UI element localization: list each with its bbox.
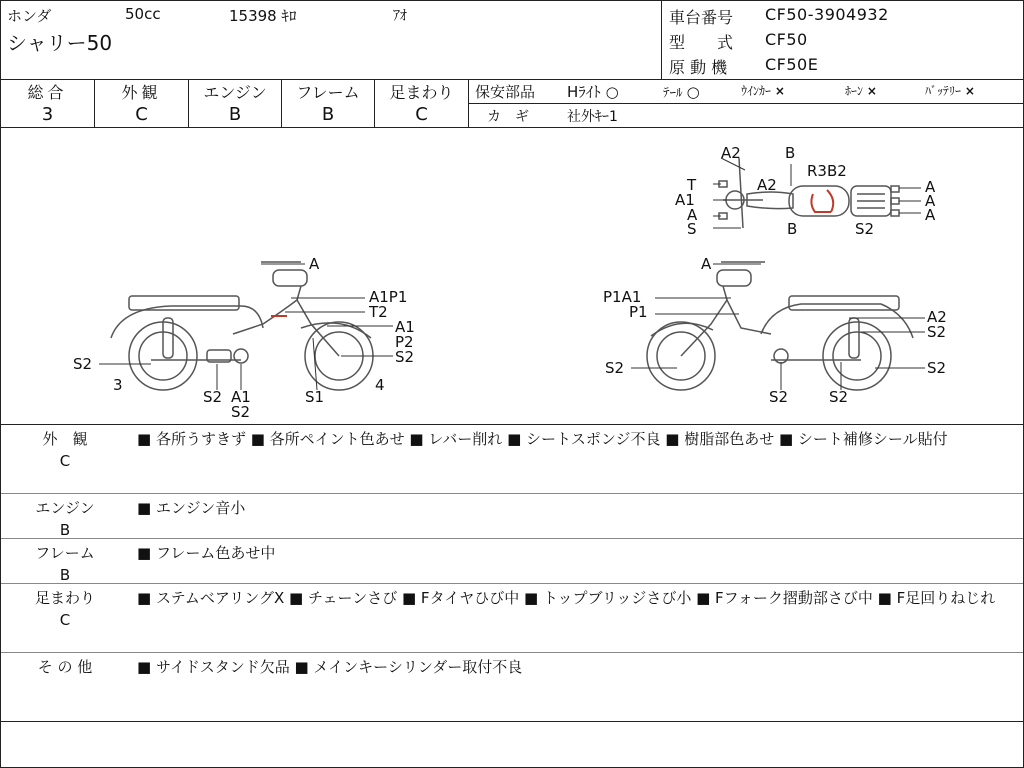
grade-value: B <box>228 104 242 125</box>
remark-grade: B <box>59 566 71 584</box>
diagram-label: B <box>787 220 798 238</box>
remark-engine <box>1 494 1023 539</box>
diagram-label: A <box>925 192 936 210</box>
type-value: CF50 <box>765 30 808 49</box>
chassis-number: CF50-3904932 <box>765 5 889 24</box>
diagram-label: A1P1 <box>369 288 408 306</box>
remark-other <box>1 653 1023 722</box>
status-mark: × <box>964 84 975 98</box>
displacement: 50cc <box>125 5 161 23</box>
safety-parts <box>469 79 1023 127</box>
diagram-label: A2 <box>927 308 947 326</box>
grade-value: 3 <box>41 104 54 125</box>
diagram-label: A2 <box>757 176 777 194</box>
remark-text: ■ サイドスタンド欠品 ■ メインキーシリンダー取付不良 <box>137 658 523 676</box>
leader-lines <box>99 158 925 390</box>
maker: ホンダ <box>7 7 52 25</box>
engine-value: CF50E <box>765 55 819 74</box>
diagram-label: 3 <box>113 376 123 394</box>
safety-horn: ﾎｰﾝ × <box>845 84 877 98</box>
grade-frame <box>282 79 375 127</box>
grade-row <box>1 79 1023 128</box>
model-name: シャリー50 <box>7 31 113 55</box>
remark-label: エンジン <box>35 499 95 517</box>
diagram-label: S2 <box>829 388 849 406</box>
diagram-label: R3B2 <box>807 162 847 180</box>
grade-exterior <box>95 79 189 127</box>
diagram-label: S2 <box>605 359 625 377</box>
safety-headlight: Hﾗｲﾄ ○ <box>567 83 619 101</box>
remark-frame <box>1 539 1023 584</box>
diagram-label: S2 <box>769 388 789 406</box>
diagram-label: S2 <box>927 359 947 377</box>
remark-text: ■ 各所うすきず ■ 各所ペイント色あせ ■ レバー削れ ■ シートスポンジ不良 ■ 樹脂部色あせ ■ シート補修シール貼付 <box>137 430 948 448</box>
grade-value: C <box>135 104 148 125</box>
safety-taillight: ﾃｰﾙ ○ <box>663 83 700 101</box>
status-mark: × <box>866 84 877 98</box>
key-value: 社外ｷｰ1 <box>567 109 618 125</box>
remark-grade: C <box>59 452 71 470</box>
diagram-label: T <box>687 176 697 194</box>
right-side-view <box>647 262 913 390</box>
diagram-label: S2 <box>231 403 251 421</box>
status-mark: ○ <box>605 83 619 101</box>
chassis-label: 車台番号 <box>669 8 734 27</box>
grade-label: 総合 <box>27 83 68 102</box>
diagram-label: S2 <box>855 220 875 238</box>
diagram-label: A <box>925 178 936 196</box>
diagram-label: S2 <box>73 355 93 373</box>
remark-label: 外 観 <box>42 430 88 448</box>
remark-text: ■ エンジン音小 <box>137 499 246 517</box>
key-label: カ ギ <box>487 109 529 125</box>
mileage: 15398 ｷﾛ <box>229 7 297 25</box>
grade-suspension <box>375 79 469 127</box>
remark-grade: C <box>59 611 71 629</box>
diagram-label: S2 <box>927 323 947 341</box>
diagram-label: A <box>925 206 936 224</box>
safety-battery: ﾊﾞｯﾃﾘｰ × <box>925 84 975 98</box>
diagram-label: S <box>687 220 697 238</box>
grade-label: 足まわり <box>389 83 454 102</box>
remark-label: フレーム <box>35 544 95 562</box>
motorcycle-diagram <box>1 128 1023 424</box>
safety-winker: ｳｲﾝｶｰ × <box>741 84 785 98</box>
header-divider <box>661 1 662 79</box>
diagram-label: A2 <box>721 144 741 162</box>
diagram-label: A1 <box>675 191 695 209</box>
grade-label: 外観 <box>121 83 162 102</box>
diagram-label: S2 <box>203 388 223 406</box>
diagram-label: A1 <box>395 318 415 336</box>
diagram-label: P2 <box>395 333 414 351</box>
remark-grade: B <box>59 521 71 539</box>
grade-value: B <box>321 104 335 125</box>
diagram-label: S1 <box>305 388 325 406</box>
diagram-label: A <box>309 255 320 273</box>
diagram-label: P1 <box>629 303 648 321</box>
grade-overall <box>1 79 95 127</box>
remark-suspension <box>1 584 1023 653</box>
damage-mark <box>811 190 833 212</box>
remark-text: ■ ステムベアリングX ■ チェーンさび ■ Fタイヤひび中 ■ トップブリッジさび小 ■ Fフォーク摺動部さび中 ■ F足回りねじれ <box>137 589 996 607</box>
grade-engine <box>189 79 282 127</box>
diagram-label: P1A1 <box>603 288 642 306</box>
remark-label: 足まわり <box>34 589 95 607</box>
diagram-label: B <box>785 144 796 162</box>
remark-exterior <box>1 425 1023 494</box>
status-mark: ○ <box>686 83 700 101</box>
diagram-label: S2 <box>395 348 415 366</box>
body-color: ｱｵ <box>393 8 407 24</box>
safety-parts-row <box>469 79 1023 104</box>
diagram-label: A1 <box>231 388 251 406</box>
type-label: 型 式 <box>669 33 734 52</box>
remark-label: そ の 他 <box>37 658 93 676</box>
diagram-label: T2 <box>369 303 388 321</box>
key-row <box>469 104 1023 127</box>
damage-diagram <box>1 128 1023 425</box>
safety-title: 保安部品 <box>475 83 536 101</box>
diagram-label: A <box>687 206 698 224</box>
grade-label: エンジン <box>203 83 267 102</box>
grade-label: フレーム <box>296 83 360 102</box>
diagram-label: A <box>701 255 712 273</box>
diagram-label: 4 <box>375 376 385 394</box>
remark-text: ■ フレーム色あせ中 <box>137 544 276 562</box>
engine-label: 原 動 機 <box>669 58 728 77</box>
vehicle-header <box>1 1 1023 80</box>
status-mark: × <box>774 84 785 98</box>
grade-value: C <box>415 104 428 125</box>
